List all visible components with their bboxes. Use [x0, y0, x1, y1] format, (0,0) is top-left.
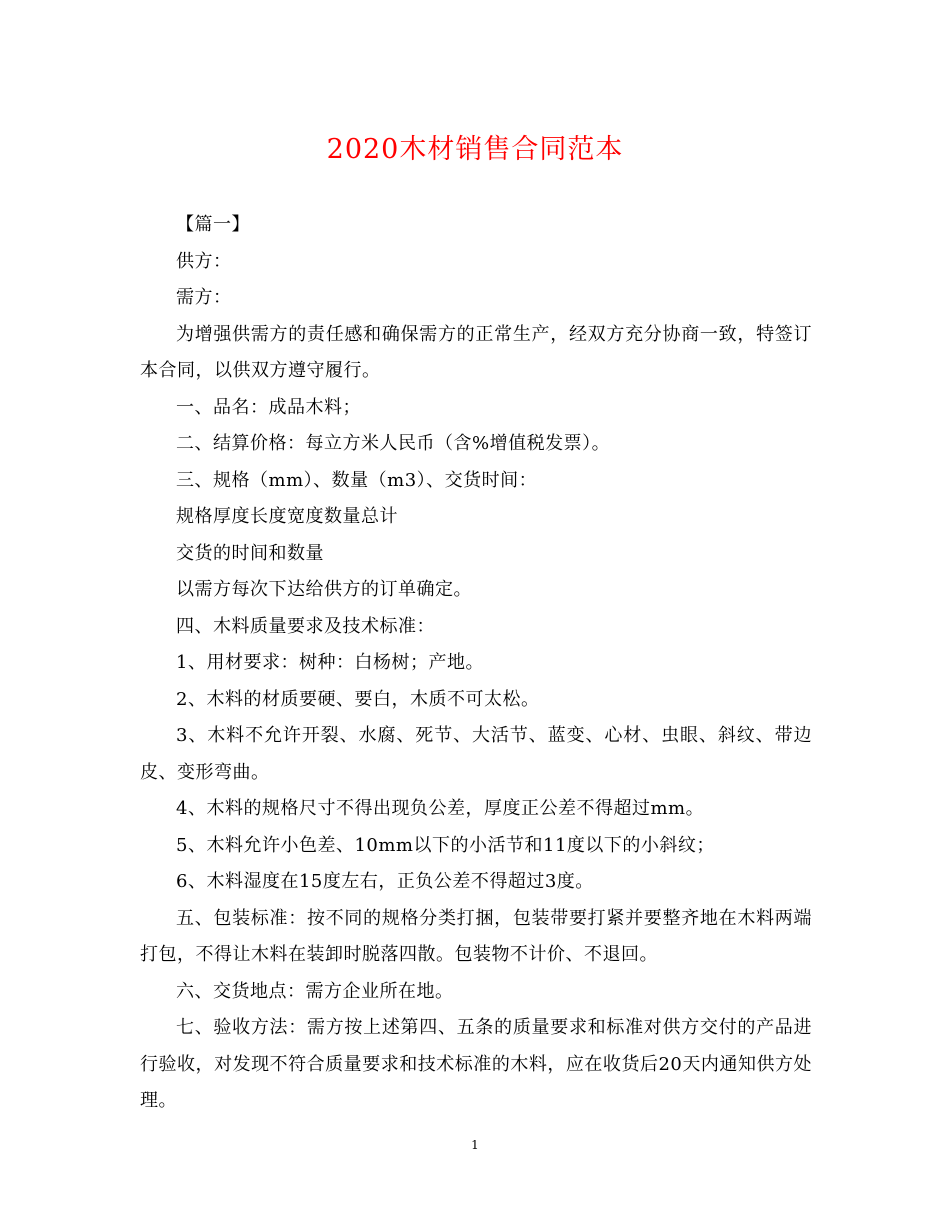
paragraph-order-confirm: 以需方每次下达给供方的订单确定。	[176, 579, 472, 600]
paragraph-item-1: 一、品名：成品木料；	[176, 396, 361, 418]
paragraph-supplier: 供方：	[176, 250, 232, 272]
paragraph-quality-5: 5、木料允许小色差、10mm以下的小活节和11度以下的小斜纹；	[176, 834, 715, 856]
paragraph-quality-2: 2、木料的材质要硬、要白，木质不可太松。	[176, 688, 540, 710]
paragraph-item-4: 四、木料质量要求及技术标准：	[176, 615, 435, 637]
paragraph-item-6: 六、交货地点：需方企业所在地。	[176, 980, 454, 1002]
document-title: 2020木材销售合同范本	[326, 134, 624, 165]
document-body	[140, 207, 812, 1120]
paragraph-quality-1: 1、用材要求：树种：白杨树；产地。	[176, 652, 484, 673]
paragraph-preamble: 为增强供需方的责任感和确保需方的正常生产，经双方充分协商一致，特签订本合同，以供双方遵守履行。	[140, 323, 812, 381]
paragraph-buyer: 需方：	[176, 287, 232, 308]
paragraph-section-label: 【篇一】	[176, 214, 250, 235]
paragraph-quality-4: 4、木料的规格尺寸不得出现负公差，厚度正公差不得超过mm。	[176, 798, 705, 819]
paragraph-item-2: 二、结算价格：每立方米人民币（含%增值税发票）。	[176, 433, 611, 454]
paragraph-spec-header: 规格厚度长度宽度数量总计	[176, 506, 398, 527]
paragraph-quality-3: 3、木料不允许开裂、水腐、死节、大活节、蓝变、心材、虫眼、斜纹、带边皮、变形弯曲。	[140, 725, 812, 783]
paragraph-quality-6: 6、木料湿度在15度左右，正负公差不得超过3度。	[176, 871, 594, 892]
paragraph-item-3: 三、规格（mm）、数量（m3）、交货时间：	[176, 469, 538, 491]
paragraph-delivery-time: 交货的时间和数量	[176, 542, 324, 564]
paragraph-item-5: 五、包装标准：按不同的规格分类打捆，包装带要打紧并要整齐地在木料两端打包，不得让木料在装卸时脱落四散。包装物不计价、不退回。	[140, 907, 812, 965]
paragraph-item-7: 七、验收方法：需方按上述第四、五条的质量要求和标准对供方交付的产品进行验收，对发现不符合质量要求和技术标准的木料，应在收货后20天内通知供方处理。	[140, 1017, 812, 1111]
page-number: 1	[471, 1138, 479, 1152]
